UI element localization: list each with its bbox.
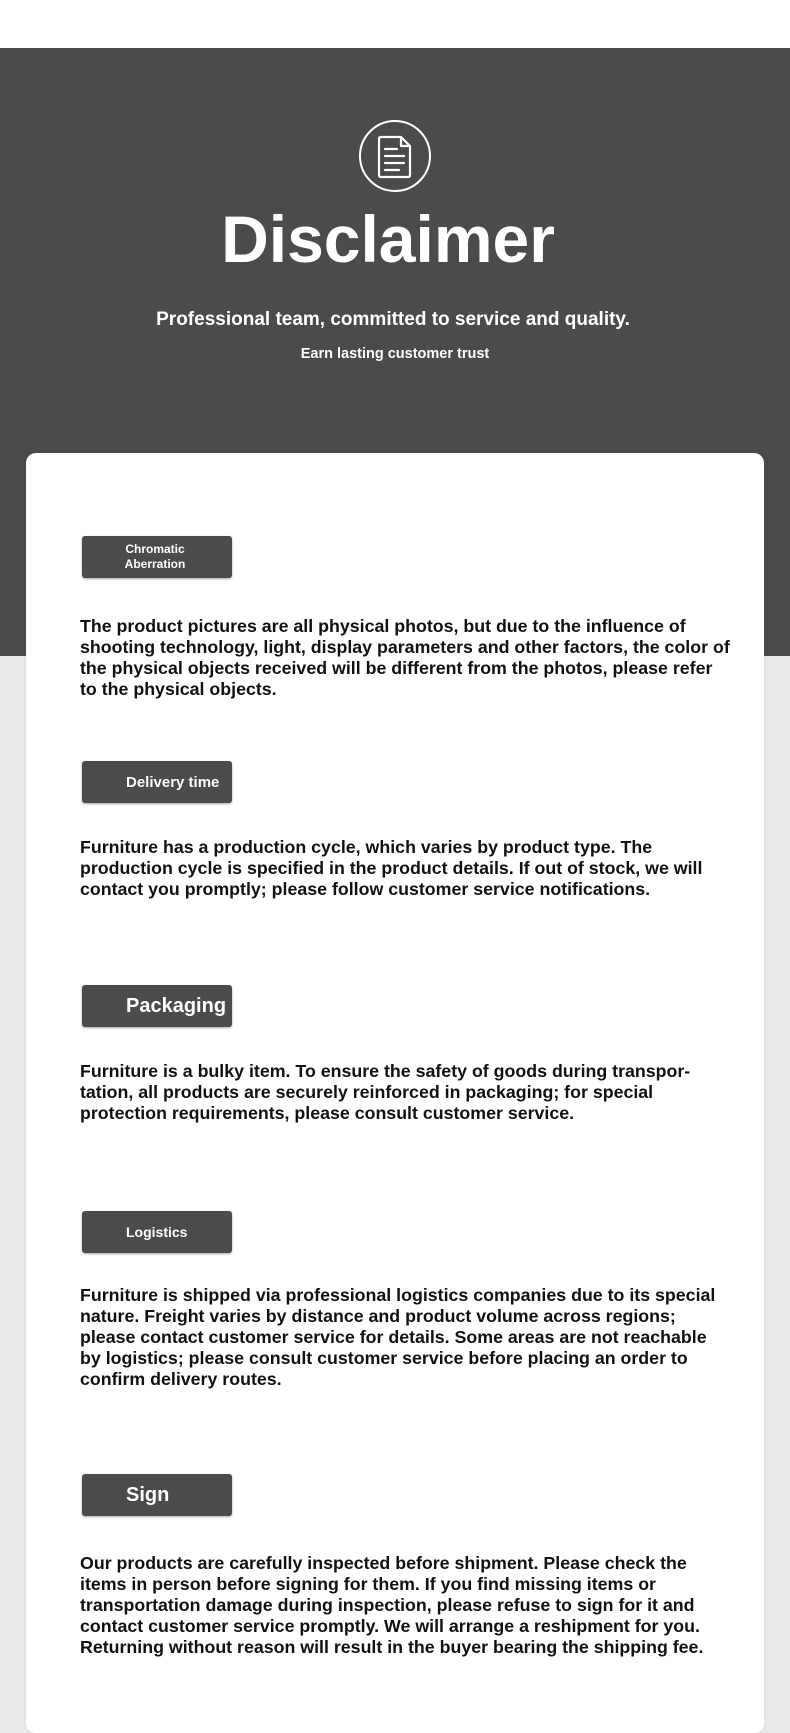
section-badge-label: Logistics [126,1224,188,1240]
section-text-logistics: Furniture is shipped via professional logistics companies due to its special nature. Freight varies by distance and product volume across regions; please contact customer service for details. Some areas are not reachable by logistics; please consult customer service before placing an order to confirm delivery routes. [80,1285,716,1389]
page-title: Disclaimer [221,202,555,276]
section-badge-packaging [82,985,232,1027]
section-badge-label: Delivery time [126,773,220,791]
section-badge-delivery-time [82,761,232,803]
section-text-sign: Our products are carefully inspected before shipment. Please check the items in person before signing for them. If you find missing items or transportation damage during inspection, please refuse to sign for it and contact customer service promptly. We will arrange a reshipment for you. Returning without reason will result in the buyer bearing the shipping fee. [80,1553,704,1657]
section-text-delivery-time: Furniture has a production cycle, which varies by product type. The production cycle is specified in the product details. If out of stock, we will contact you promptly; please follow customer service notifications. [80,837,703,899]
section-badge-sign [82,1474,232,1516]
section-text-chromatic-aberration: The product pictures are all physical photos, but due to the influence of shooting technology, light, display parameters and other factors, the color of the physical objects received will be different from the photos, please refer to the physical objects. [80,616,730,699]
section-text-packaging: Furniture is a bulky item. To ensure the safety of goods during transpor-tation, all products are securely reinforced in packaging; for special protection requirements, please consult customer service. [80,1061,691,1123]
top-strip [0,0,790,48]
section-badge-label: Chromatic Aberration [124,542,186,571]
hero-subtitle: Professional team, committed to service and quality. [156,309,630,330]
disclaimer-card [26,453,764,1733]
section-badge-logistics [82,1211,232,1253]
section-badge-chromatic-aberration [82,536,232,578]
section-badge-label: Packaging [126,994,227,1017]
hero-tagline: Earn lasting customer trust [300,346,490,362]
document-icon [359,120,431,192]
section-badge-label: Sign [126,1483,170,1506]
